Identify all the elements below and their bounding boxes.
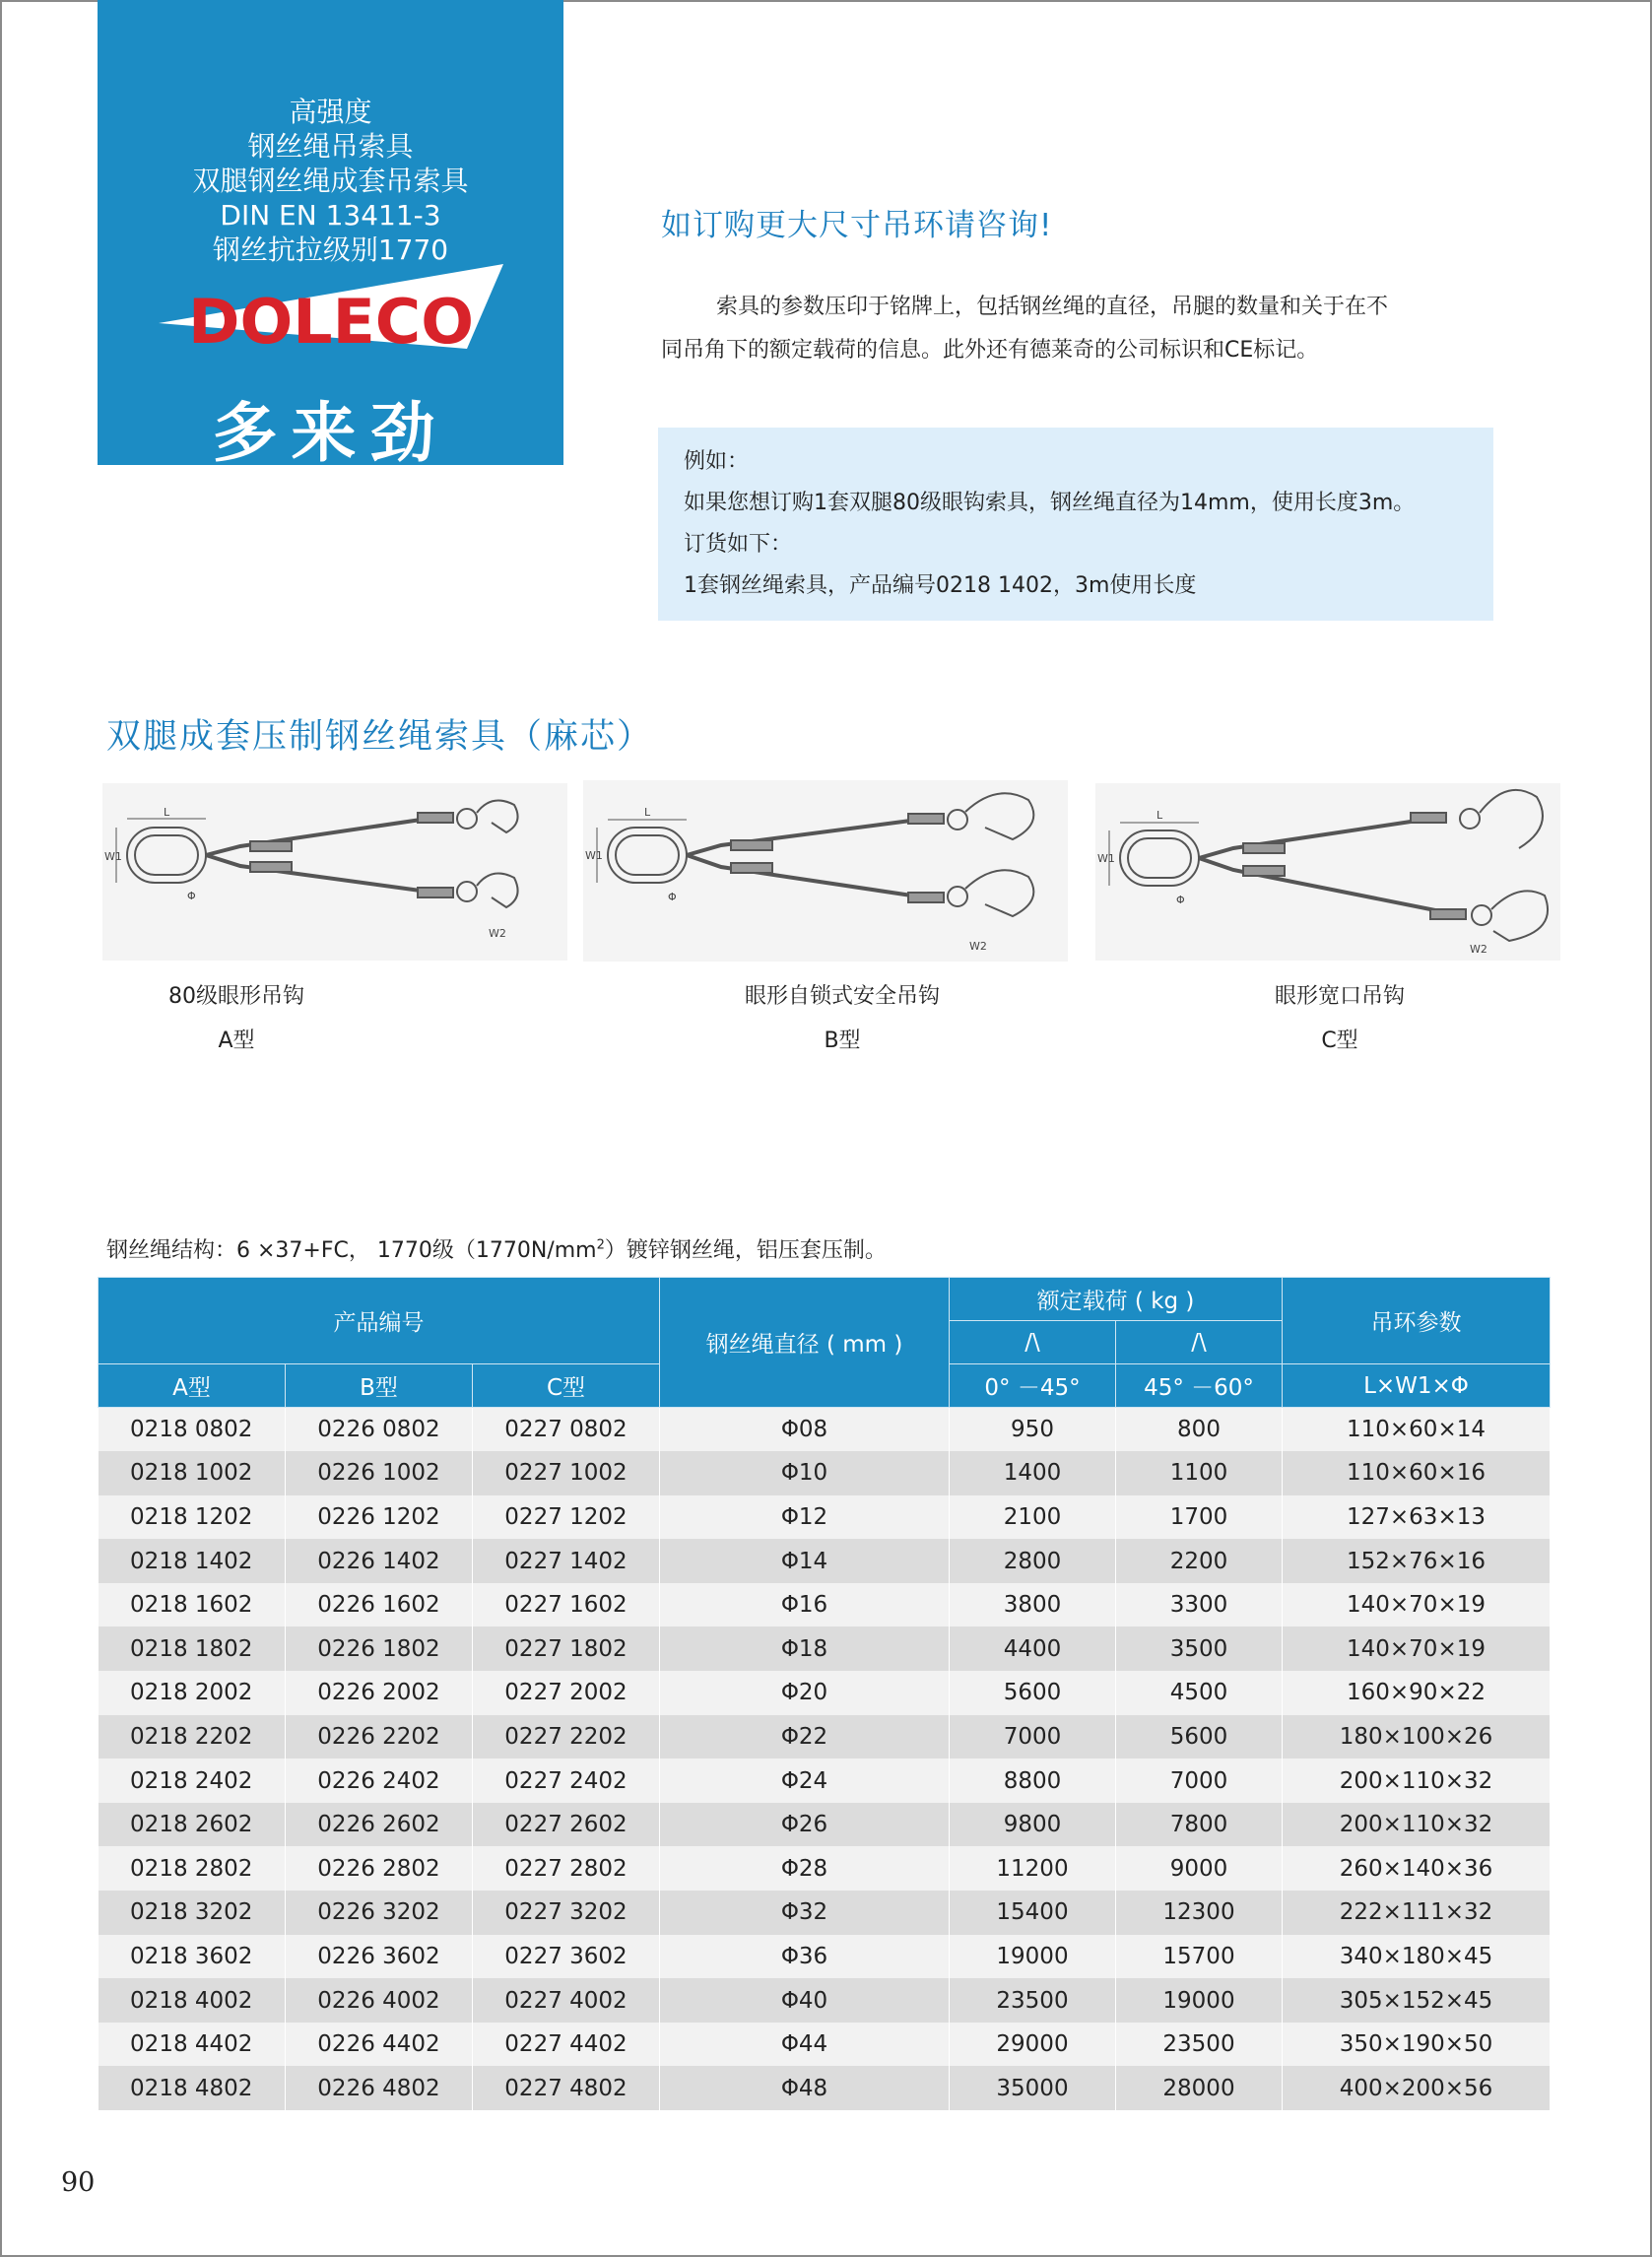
label-phi: Φ xyxy=(1176,894,1185,906)
cell-ring-dims: 110×60×14 xyxy=(1283,1408,1551,1452)
spec-suffix: ）镀锌钢丝绳，铝压套压制。 xyxy=(604,1238,887,1263)
cell-load-45-60: 1100 xyxy=(1116,1451,1283,1495)
description-line: 索具的参数压印于铭牌上，包括钢丝绳的直径，吊腿的数量和关于在不 xyxy=(716,295,1389,319)
cell-load-0-45: 7000 xyxy=(950,1715,1116,1759)
cell-load-0-45: 23500 xyxy=(950,1978,1116,2023)
cell-diameter: Φ36 xyxy=(660,1935,950,1979)
cell-ring-dims: 305×152×45 xyxy=(1283,1978,1551,2023)
cell-code-a: 0218 2402 xyxy=(99,1759,286,1803)
diagram-c-type: C型 xyxy=(1321,1029,1358,1053)
cell-load-45-60: 2200 xyxy=(1116,1539,1283,1583)
label-w1: W1 xyxy=(104,850,122,863)
cell-diameter: Φ32 xyxy=(660,1891,950,1935)
cell-ring-dims: 140×70×19 xyxy=(1283,1583,1551,1627)
cell-code-b: 0226 1002 xyxy=(286,1451,473,1495)
table-row xyxy=(99,1935,1551,1979)
table-row xyxy=(99,1671,1551,1715)
cell-load-45-60: 23500 xyxy=(1116,2023,1283,2067)
cell-code-c: 0227 1802 xyxy=(473,1626,660,1671)
cell-ring-dims: 350×190×50 xyxy=(1283,2023,1551,2067)
cell-code-a: 0218 2202 xyxy=(99,1715,286,1759)
diagram-type-c xyxy=(1095,783,1560,961)
cell-load-45-60: 4500 xyxy=(1116,1671,1283,1715)
cell-load-0-45: 5600 xyxy=(950,1671,1116,1715)
cell-diameter: Φ24 xyxy=(660,1759,950,1803)
table-row xyxy=(99,1451,1551,1495)
cell-load-0-45: 35000 xyxy=(950,2066,1116,2110)
cell-code-a: 0218 1002 xyxy=(99,1451,286,1495)
cell-ring-dims: 140×70×19 xyxy=(1283,1626,1551,1671)
cell-code-a: 0218 1602 xyxy=(99,1583,286,1627)
label-w2: W2 xyxy=(969,940,987,953)
example-line: 例如： xyxy=(684,449,750,474)
table-row xyxy=(99,2066,1551,2110)
cell-diameter: Φ22 xyxy=(660,1715,950,1759)
cell-code-a: 0218 4402 xyxy=(99,2023,286,2067)
header-block xyxy=(98,0,563,471)
cell-code-c: 0227 2602 xyxy=(473,1803,660,1847)
table-row xyxy=(99,1891,1551,1935)
diagram-b-name: 眼形自锁式安全吊钩 xyxy=(744,984,940,1009)
description xyxy=(661,286,1488,372)
cell-load-45-60: 3300 xyxy=(1116,1583,1283,1627)
sling-type-c-illustration xyxy=(1095,783,1560,961)
cell-code-a: 0218 4802 xyxy=(99,2066,286,2110)
cell-diameter: Φ26 xyxy=(660,1803,950,1847)
cell-code-b: 0226 4802 xyxy=(286,2066,473,2110)
cell-diameter: Φ40 xyxy=(660,1978,950,2023)
cell-ring-dims: 200×110×32 xyxy=(1283,1759,1551,1803)
diagram-a-type: A型 xyxy=(218,1029,255,1053)
cell-load-0-45: 1400 xyxy=(950,1451,1116,1495)
cell-load-45-60: 7800 xyxy=(1116,1803,1283,1847)
cell-load-45-60: 3500 xyxy=(1116,1626,1283,1671)
label-w2: W2 xyxy=(1470,943,1487,956)
cell-code-a: 0218 1202 xyxy=(99,1495,286,1540)
table-row xyxy=(99,1846,1551,1891)
cell-load-45-60: 9000 xyxy=(1116,1846,1283,1891)
diagram-a-name: 80级眼形吊钩 xyxy=(168,984,304,1009)
cell-load-0-45: 9800 xyxy=(950,1803,1116,1847)
header-ring: 吊环参数 xyxy=(1283,1278,1551,1364)
cell-code-a: 0218 0802 xyxy=(99,1408,286,1452)
table-body xyxy=(99,1408,1551,2111)
table-row xyxy=(99,1495,1551,1540)
header-product: 产品编号 xyxy=(99,1278,660,1364)
cell-load-45-60: 1700 xyxy=(1116,1495,1283,1540)
cell-code-c: 0227 1202 xyxy=(473,1495,660,1540)
label-phi: Φ xyxy=(668,891,677,903)
example-line: 订货如下： xyxy=(684,532,793,557)
cell-ring-dims: 222×111×32 xyxy=(1283,1891,1551,1935)
header-type-a: A型 xyxy=(99,1364,286,1408)
label-l: L xyxy=(164,806,170,819)
cell-code-b: 0226 2402 xyxy=(286,1759,473,1803)
cell-code-a: 0218 2002 xyxy=(99,1671,286,1715)
cell-code-b: 0226 4402 xyxy=(286,2023,473,2067)
cell-code-c: 0227 2402 xyxy=(473,1759,660,1803)
cell-load-0-45: 2800 xyxy=(950,1539,1116,1583)
cell-ring-dims: 180×100×26 xyxy=(1283,1715,1551,1759)
header-angle-range: 0° －45° xyxy=(950,1364,1116,1408)
header-line: 高强度 xyxy=(289,96,372,128)
cell-load-45-60: 28000 xyxy=(1116,2066,1283,2110)
header-type-c: C型 xyxy=(473,1364,660,1408)
cell-ring-dims: 160×90×22 xyxy=(1283,1671,1551,1715)
logo-wedge-icon xyxy=(98,264,563,382)
cell-code-c: 0227 4402 xyxy=(473,2023,660,2067)
cell-code-a: 0218 4002 xyxy=(99,1978,286,2023)
cell-diameter: Φ14 xyxy=(660,1539,950,1583)
cell-code-b: 0226 1402 xyxy=(286,1539,473,1583)
logo-chinese-name: 多来劲 xyxy=(212,395,449,471)
table-row xyxy=(99,1539,1551,1583)
rope-spec xyxy=(106,1233,887,1264)
cell-code-b: 0226 2602 xyxy=(286,1803,473,1847)
label-w1: W1 xyxy=(585,849,603,862)
table-row xyxy=(99,1715,1551,1759)
header-line: 钢丝绳吊索具 xyxy=(247,130,414,163)
label-l: L xyxy=(644,806,651,819)
cell-code-c: 0227 2802 xyxy=(473,1846,660,1891)
table-row xyxy=(99,1626,1551,1671)
cell-code-b: 0226 1602 xyxy=(286,1583,473,1627)
description-line: 同吊角下的额定载荷的信息。此外还有德莱奇的公司标识和CE标记。 xyxy=(661,338,1319,363)
header-title xyxy=(98,95,563,267)
cell-code-b: 0226 2202 xyxy=(286,1715,473,1759)
example-box xyxy=(658,428,1493,621)
cell-code-a: 0218 3602 xyxy=(99,1935,286,1979)
header-diameter: 钢丝绳直径 ( mm ) xyxy=(660,1278,950,1408)
cell-ring-dims: 200×110×32 xyxy=(1283,1803,1551,1847)
sling-type-b-illustration xyxy=(583,780,1068,962)
cell-code-c: 0227 2002 xyxy=(473,1671,660,1715)
cell-load-0-45: 4400 xyxy=(950,1626,1116,1671)
cell-load-45-60: 800 xyxy=(1116,1408,1283,1452)
cell-code-a: 0218 2802 xyxy=(99,1846,286,1891)
diagram-c-name: 眼形宽口吊钩 xyxy=(1274,984,1405,1009)
cell-code-b: 0226 2802 xyxy=(286,1846,473,1891)
diagram-type-b xyxy=(583,780,1068,962)
cell-ring-dims: 110×60×16 xyxy=(1283,1451,1551,1495)
sling-type-a-illustration xyxy=(102,783,567,961)
cell-code-c: 0227 4802 xyxy=(473,2066,660,2110)
cell-ring-dims: 260×140×36 xyxy=(1283,1846,1551,1891)
cell-load-0-45: 950 xyxy=(950,1408,1116,1452)
spec-prefix: 钢丝绳结构：6 ×37+FC， 1770级（1770N/mm xyxy=(106,1238,597,1263)
cell-load-45-60: 12300 xyxy=(1116,1891,1283,1935)
cell-diameter: Φ20 xyxy=(660,1671,950,1715)
cell-ring-dims: 152×76×16 xyxy=(1283,1539,1551,1583)
header-line: 钢丝抗拉级别1770 xyxy=(212,233,449,266)
header-angle-symbol: /\ xyxy=(950,1321,1116,1364)
cell-code-c: 0227 1002 xyxy=(473,1451,660,1495)
header-load: 额定载荷 ( kg ) xyxy=(950,1278,1283,1321)
cell-load-45-60: 15700 xyxy=(1116,1935,1283,1979)
header-ring-dims: L×W1×Φ xyxy=(1283,1364,1551,1408)
cell-load-0-45: 29000 xyxy=(950,2023,1116,2067)
label-w1: W1 xyxy=(1097,852,1115,865)
cell-code-b: 0226 0802 xyxy=(286,1408,473,1452)
cell-ring-dims: 400×200×56 xyxy=(1283,2066,1551,2110)
doleco-logo xyxy=(98,264,563,471)
cell-diameter: Φ08 xyxy=(660,1408,950,1452)
cell-diameter: Φ44 xyxy=(660,2023,950,2067)
cell-load-0-45: 19000 xyxy=(950,1935,1116,1979)
cell-code-c: 0227 4002 xyxy=(473,1978,660,2023)
table-row xyxy=(99,1978,1551,2023)
cell-code-a: 0218 2602 xyxy=(99,1803,286,1847)
cell-code-c: 0227 1402 xyxy=(473,1539,660,1583)
cell-code-b: 0226 1802 xyxy=(286,1626,473,1671)
cell-code-b: 0226 4002 xyxy=(286,1978,473,2023)
cell-diameter: Φ18 xyxy=(660,1626,950,1671)
order-heading: 如订购更大尺寸吊环请咨询! xyxy=(661,208,1053,243)
cell-code-b: 0226 2002 xyxy=(286,1671,473,1715)
cell-load-0-45: 8800 xyxy=(950,1759,1116,1803)
table-row xyxy=(99,1408,1551,1452)
diagram-type-a xyxy=(102,783,567,961)
cell-code-b: 0226 1202 xyxy=(286,1495,473,1540)
product-table xyxy=(98,1277,1550,2110)
cell-code-c: 0227 1602 xyxy=(473,1583,660,1627)
header-angle-range: 45° －60° xyxy=(1116,1364,1283,1408)
header-angle-symbol: /\ xyxy=(1116,1321,1283,1364)
cell-diameter: Φ28 xyxy=(660,1846,950,1891)
cell-load-0-45: 2100 xyxy=(950,1495,1116,1540)
cell-code-b: 0226 3202 xyxy=(286,1891,473,1935)
cell-code-a: 0218 1402 xyxy=(99,1539,286,1583)
cell-load-45-60: 19000 xyxy=(1116,1978,1283,2023)
cell-load-45-60: 7000 xyxy=(1116,1759,1283,1803)
label-phi: Φ xyxy=(187,890,196,902)
cell-code-c: 0227 3202 xyxy=(473,1891,660,1935)
cell-diameter: Φ48 xyxy=(660,2066,950,2110)
cell-code-c: 0227 2202 xyxy=(473,1715,660,1759)
header-line: DIN EN 13411-3 xyxy=(220,199,441,232)
cell-code-c: 0227 0802 xyxy=(473,1408,660,1452)
cell-code-c: 0227 3602 xyxy=(473,1935,660,1979)
cell-diameter: Φ16 xyxy=(660,1583,950,1627)
page-number: 90 xyxy=(61,2167,96,2198)
section-heading: 双腿成套压制钢丝绳索具（麻芯） xyxy=(106,717,654,757)
label-l: L xyxy=(1156,809,1163,822)
cell-load-0-45: 11200 xyxy=(950,1846,1116,1891)
example-line: 如果您想订购1套双腿80级眼钩索具，钢丝绳直径为14mm，使用长度3m。 xyxy=(684,491,1416,515)
example-line: 1套钢丝绳索具，产品编号0218 1402，3m使用长度 xyxy=(684,573,1197,598)
cell-diameter: Φ12 xyxy=(660,1495,950,1540)
cell-load-45-60: 5600 xyxy=(1116,1715,1283,1759)
table-row xyxy=(99,2023,1551,2067)
cell-ring-dims: 340×180×45 xyxy=(1283,1935,1551,1979)
table-row xyxy=(99,1583,1551,1627)
cell-code-a: 0218 3202 xyxy=(99,1891,286,1935)
cell-diameter: Φ10 xyxy=(660,1451,950,1495)
cell-load-0-45: 3800 xyxy=(950,1583,1116,1627)
cell-load-0-45: 15400 xyxy=(950,1891,1116,1935)
header-line: 双腿钢丝绳成套吊索具 xyxy=(192,165,469,197)
table-row xyxy=(99,1803,1551,1847)
spec-sup: 2 xyxy=(596,1237,605,1253)
logo-text: DOLECO xyxy=(188,286,474,358)
diagram-b-type: B型 xyxy=(824,1029,861,1053)
header-type-b: B型 xyxy=(286,1364,473,1408)
table-row xyxy=(99,1759,1551,1803)
cell-ring-dims: 127×63×13 xyxy=(1283,1495,1551,1540)
cell-code-a: 0218 1802 xyxy=(99,1626,286,1671)
label-w2: W2 xyxy=(489,927,506,940)
cell-code-b: 0226 3602 xyxy=(286,1935,473,1979)
